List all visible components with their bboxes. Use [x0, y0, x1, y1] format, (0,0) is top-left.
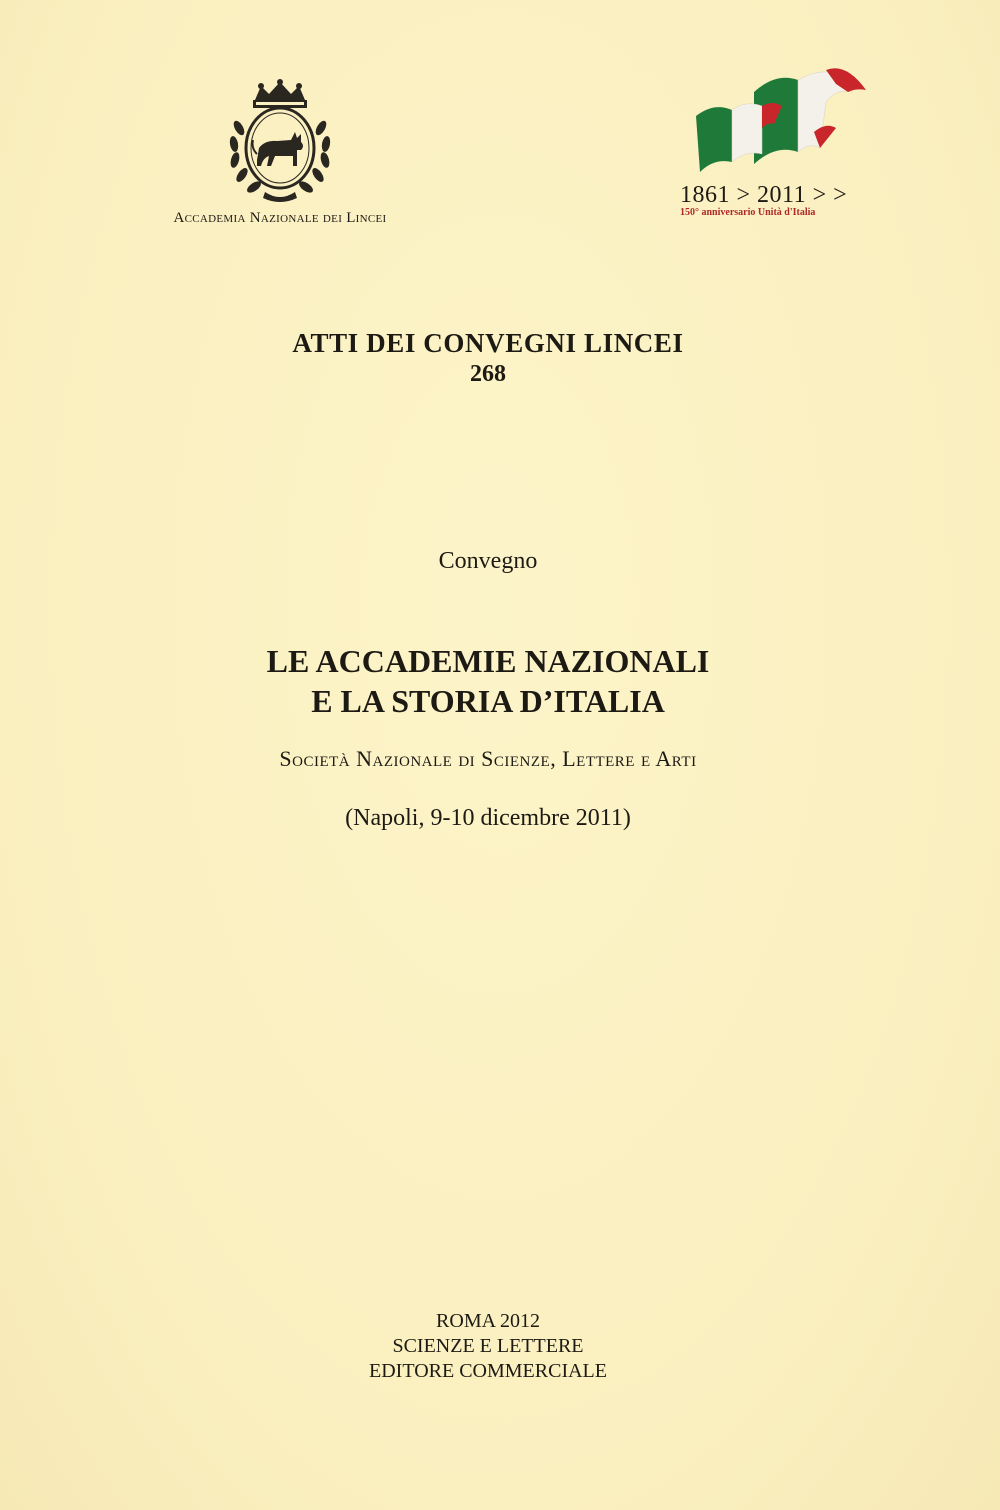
series-title: ATTI DEI CONVEGNI LINCEI: [292, 328, 684, 358]
main-title-line-1: LE ACCADEMIE NAZIONALI: [266, 643, 710, 679]
imprint-place-year: ROMA 2012: [436, 1310, 540, 1332]
imprint-publisher: SCIENZE E LETTERE: [392, 1335, 584, 1357]
main-title: [0, 641, 988, 721]
imprint-publisher-type: EDITORE COMMERCIALE: [369, 1360, 607, 1382]
venue-dates: (Napoli, 9-10 dicembre 2011): [345, 805, 631, 831]
series-number: 268: [470, 361, 506, 387]
academy-header: [150, 78, 410, 227]
main-title-line-2: E LA STORIA D’ITALIA: [311, 683, 665, 719]
society-name: Società Nazionale di Scienze, Lettere e Arti: [279, 746, 697, 771]
anniversary-subtitle: 150° anniversario Unità d'Italia: [680, 207, 816, 218]
event-kind: Convegno: [438, 548, 538, 574]
anniversary-logo: [680, 62, 880, 218]
lynx-crest-emblem-icon: [225, 78, 335, 206]
publisher-imprint: [0, 1309, 988, 1384]
italian-flag-ribbon-icon: [686, 62, 866, 180]
academy-name: Accademia Nazionale dei Lincei: [173, 210, 387, 226]
anniversary-years: 1861 > 2011 > >: [680, 182, 848, 208]
